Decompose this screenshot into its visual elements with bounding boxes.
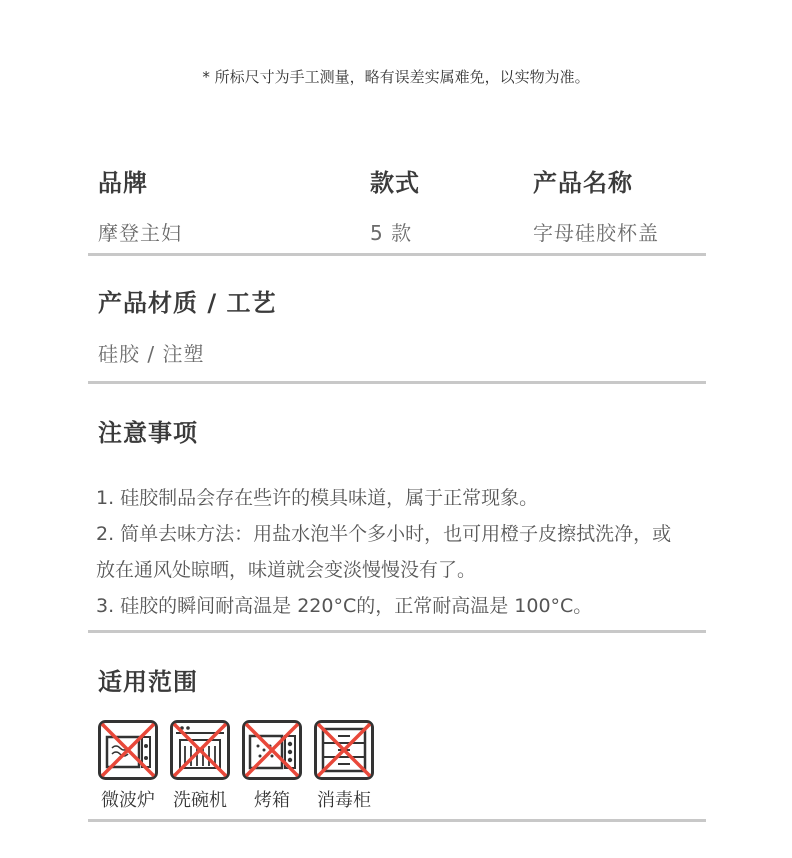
microwave-label: 微波炉: [101, 790, 155, 811]
notes-title: 注意事项: [98, 419, 198, 447]
product-name-label: 产品名称: [533, 169, 633, 197]
style-label: 款式: [370, 169, 420, 197]
brand-label: 品牌: [98, 169, 148, 197]
notes-line: 放在通风处晾晒，味道就会变淡慢慢没有了。: [96, 559, 477, 581]
notes-line: 3. 硅胶的瞬间耐高温是 220°C的，正常耐高温是 100°C。: [96, 595, 593, 617]
divider: [88, 253, 706, 256]
notes-line: 1. 硅胶制品会存在些许的模具味道，属于正常现象。: [96, 487, 539, 509]
microwave-icon: [98, 720, 158, 780]
dishwasher-label: 洗碗机: [173, 790, 227, 811]
material-label: 产品材质 / 工艺: [98, 289, 277, 317]
divider: [88, 630, 706, 633]
brand-value: 摩登主妇: [98, 221, 182, 245]
notes-line: 2. 简单去味方法：用盐水泡半个多小时，也可用橙子皮擦拭洗净，或: [96, 523, 672, 545]
sterilizer-icon: [314, 720, 374, 780]
oven-label: 烤箱: [254, 790, 290, 811]
divider: [88, 819, 706, 822]
product-name-value: 字母硅胶杯盖: [533, 221, 659, 245]
sterilizer-label: 消毒柜: [317, 790, 371, 811]
notes-list: [96, 480, 716, 624]
divider: [88, 381, 706, 384]
measurement-note: * 所标尺寸为手工测量，略有误差实属难免，以实物为准。: [202, 68, 590, 86]
style-value: 5 款: [370, 221, 413, 245]
dishwasher-icon: [170, 720, 230, 780]
usage-title: 适用范围: [98, 668, 198, 696]
oven-icon: [242, 720, 302, 780]
material-value: 硅胶 / 注塑: [98, 342, 205, 366]
